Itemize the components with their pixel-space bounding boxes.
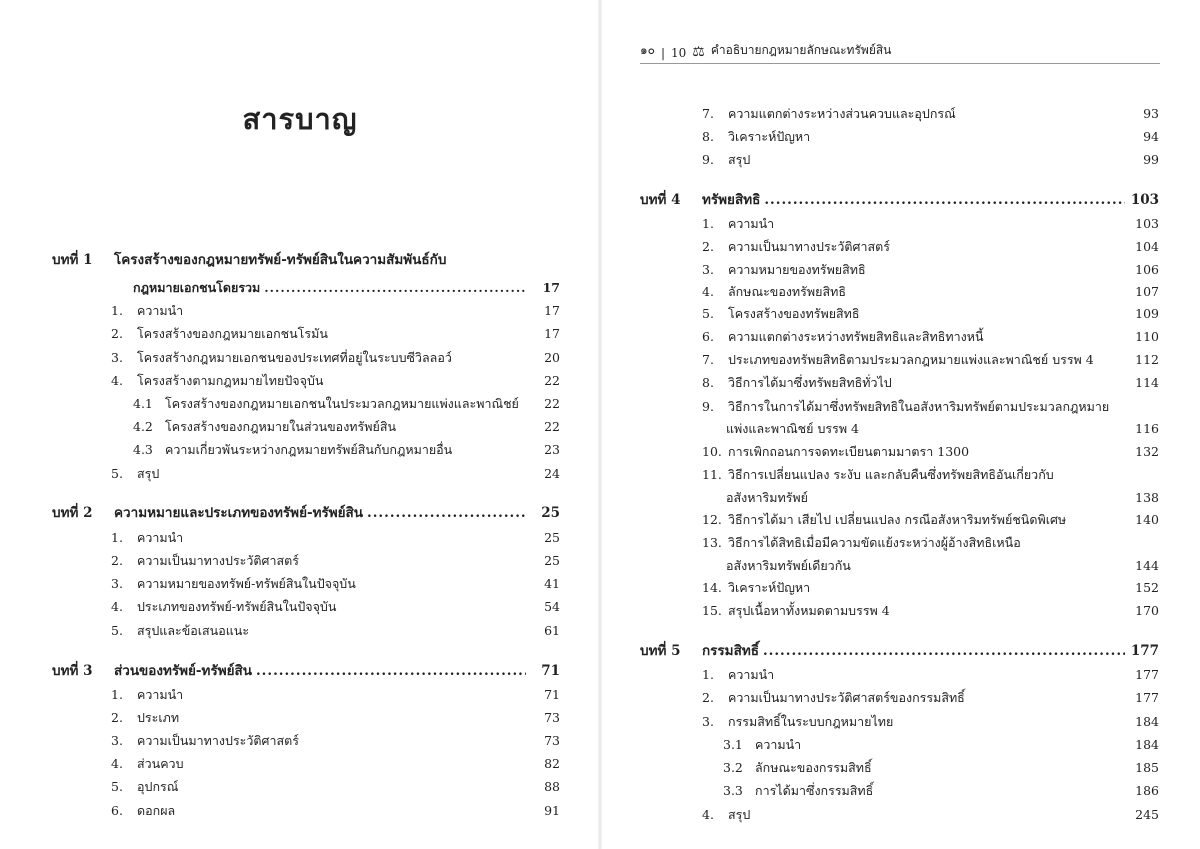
toc-section-row[interactable] <box>702 102 1159 125</box>
entry-title: ประเภทของทรัพย์-ทรัพย์สินในปัจจุบัน <box>137 599 337 614</box>
page-number: 107 <box>1135 284 1159 299</box>
toc-section-row[interactable] <box>111 299 560 322</box>
entry-title: ความนำ <box>728 216 775 231</box>
entry-title: อสังหาริมทรัพย์ <box>726 490 808 505</box>
section-number: 4. <box>702 807 714 822</box>
chapter-label: บทที่ 5 <box>640 643 681 659</box>
page-number: 94 <box>1143 129 1159 144</box>
page-number: 25 <box>544 553 560 568</box>
chapter-label: บทที่ 4 <box>640 192 681 208</box>
section-number: 11. <box>702 467 722 482</box>
section-number: 7. <box>702 352 714 367</box>
toc-section-row[interactable] <box>702 440 1159 463</box>
entry-title: กฎหมายเอกชนโดยรวม <box>133 280 261 295</box>
toc-section-row[interactable] <box>702 235 1159 258</box>
entry-title: อุปกรณ์ <box>137 779 179 794</box>
page-number: 17 <box>542 280 560 295</box>
page-number: 177 <box>1130 643 1159 659</box>
page-number: 112 <box>1135 352 1159 367</box>
page-number: 152 <box>1135 580 1159 595</box>
page-number: 71 <box>541 663 560 679</box>
toc-section-row[interactable] <box>111 549 560 572</box>
toc-section-row[interactable] <box>111 595 560 618</box>
toc-section-row[interactable] <box>702 663 1159 686</box>
section-number: 7. <box>702 106 714 121</box>
page-number: 22 <box>544 419 560 434</box>
dot-leader <box>264 276 526 299</box>
toc-section-row[interactable] <box>702 508 1159 531</box>
entry-title: ความแตกต่างระหว่างส่วนควบและอุปกรณ์ <box>728 106 956 121</box>
page-number: 61 <box>544 623 560 638</box>
section-number: 2. <box>702 239 714 254</box>
entry-title: ความเป็นมาทางประวัติศาสตร์ <box>137 553 299 568</box>
toc-section-row[interactable] <box>702 686 1159 709</box>
page-number: 103 <box>1130 192 1159 208</box>
entry-title: ความเกี่ยวพันระหว่างกฎหมายทรัพย์สินกับกฎหมายอื่น <box>165 442 453 457</box>
entry-title: สรุป <box>137 466 160 481</box>
toc-continuation-row[interactable] <box>133 276 560 299</box>
section-number: 1. <box>111 687 123 702</box>
entry-title: วิธีการได้มา เสียไป เปลี่ยนแปลง กรณีอสังหาริมทรัพย์ชนิดพิเศษ <box>728 512 1067 527</box>
entry-title: วิธีการในการได้มาซึ่งทรัพยสิทธิในอสังหาริมทรัพย์ตามประมวลกฎหมาย <box>728 399 1110 414</box>
section-number: 9. <box>702 152 714 167</box>
toc-chapter-row[interactable] <box>640 189 1159 212</box>
section-number: 2. <box>111 553 123 568</box>
section-number: 8. <box>702 375 714 390</box>
entry-title: ความนำ <box>755 737 802 752</box>
toc-subsection-row[interactable] <box>723 733 1159 756</box>
page-number: 93 <box>1143 106 1159 121</box>
page-number: 144 <box>1135 558 1159 573</box>
page-number: 17 <box>544 303 560 318</box>
entry-title: การเพิกถอนการจดทะเบียนตามมาตรา 1300 <box>728 444 970 459</box>
toc-section-row[interactable] <box>702 148 1159 171</box>
page-number: 245 <box>1135 807 1159 822</box>
toc-section-row[interactable] <box>111 322 560 345</box>
page-number: 132 <box>1135 444 1159 459</box>
toc-section-row[interactable] <box>111 775 560 798</box>
toc-section-row[interactable] <box>702 258 1159 281</box>
running-header <box>640 38 1160 64</box>
page-number: 177 <box>1135 690 1159 705</box>
chapter-label: บทที่ 2 <box>52 505 93 521</box>
page-number: 88 <box>544 779 560 794</box>
toc-section-row[interactable] <box>111 619 560 642</box>
entry-title: สรุป <box>728 152 751 167</box>
chapter-label: บทที่ 3 <box>52 663 93 679</box>
toc-subsection-row[interactable] <box>133 438 560 461</box>
section-number: 3. <box>702 714 714 729</box>
page-number: 140 <box>1135 512 1159 527</box>
page-number: 25 <box>544 530 560 545</box>
right-page <box>600 0 1200 849</box>
toc-subsection-row[interactable] <box>133 392 560 415</box>
page-number: 54 <box>544 599 560 614</box>
section-number: 3.1 <box>723 737 743 752</box>
entry-title: สรุปเนื้อหาทั้งหมดตามบรรพ 4 <box>728 603 890 618</box>
dot-leader <box>256 660 526 683</box>
section-number: 10. <box>702 444 722 459</box>
entry-title: ส่วนของทรัพย์-ทรัพย์สิน <box>114 663 252 679</box>
page-number: 186 <box>1135 783 1159 798</box>
entry-title: วิธีการได้สิทธิเมื่อมีความขัดแย้งระหว่างผู้อ้างสิทธิเหนือ <box>728 535 1021 550</box>
toc-continuation-row[interactable] <box>726 486 1159 509</box>
toc-section-row[interactable] <box>111 462 560 485</box>
page-number: 99 <box>1143 152 1159 167</box>
entry-title: ความเป็นมาทางประวัติศาสตร์ <box>137 733 299 748</box>
page-number: 91 <box>544 803 560 818</box>
entry-title: ประเภทของทรัพยสิทธิตามประมวลกฎหมายแพ่งและพาณิชย์ บรรพ 4 <box>728 352 1094 367</box>
entry-title: สรุปและข้อเสนอแนะ <box>137 623 250 638</box>
entry-title: ความนำ <box>137 530 184 545</box>
toc-section-row[interactable] <box>111 683 560 706</box>
section-number: 6. <box>702 329 714 344</box>
section-number: 4. <box>111 599 123 614</box>
toc-section-row[interactable] <box>702 710 1159 733</box>
toc-section-row[interactable] <box>702 125 1159 148</box>
section-number: 4. <box>702 284 714 299</box>
entry-title: ความนำ <box>137 687 184 702</box>
entry-title: ความหมายของทรัพยสิทธิ <box>728 262 866 277</box>
page-number: 184 <box>1135 714 1159 729</box>
section-number: 2. <box>111 710 123 725</box>
entry-title: วิธีการได้มาซึ่งทรัพยสิทธิทั่วไป <box>728 375 892 390</box>
toc-section-row[interactable] <box>111 752 560 775</box>
toc-continuation-row[interactable] <box>726 554 1159 577</box>
toc-section-row[interactable] <box>702 463 1159 486</box>
page-number: 23 <box>544 442 560 457</box>
entry-title: โครงสร้างของกฎหมายเอกชนโรมัน <box>137 326 328 341</box>
section-number: 12. <box>702 512 722 527</box>
toc-section-row[interactable] <box>111 572 560 595</box>
page-number: 25 <box>541 505 560 521</box>
entry-title: แพ่งและพาณิชย์ บรรพ 4 <box>726 421 859 436</box>
page-number: 185 <box>1135 760 1159 775</box>
dot-leader <box>367 502 526 525</box>
entry-title: ลักษณะของกรรมสิทธิ์ <box>755 760 872 775</box>
page-number: 110 <box>1135 329 1159 344</box>
entry-title: ความเป็นมาทางประวัติศาสตร์ของกรรมสิทธิ์ <box>728 690 965 705</box>
section-number: 13. <box>702 535 722 550</box>
page-number: 82 <box>544 756 560 771</box>
page-number: 116 <box>1135 421 1159 436</box>
entry-title: อสังหาริมทรัพย์เดียวกัน <box>726 558 851 573</box>
toc-section-row[interactable] <box>702 599 1159 622</box>
entry-title: ความนำ <box>137 303 184 318</box>
section-number: 8. <box>702 129 714 144</box>
page-number: 104 <box>1135 239 1159 254</box>
section-number: 4.1 <box>133 396 153 411</box>
entry-title: กรรมสิทธิ์ในระบบกฎหมายไทย <box>728 714 894 729</box>
section-number: 15. <box>702 603 722 618</box>
entry-title: วิเคราะห์ปัญหา <box>728 129 811 144</box>
entry-title: ดอกผล <box>137 803 176 818</box>
entry-title: การได้มาซึ่งกรรมสิทธิ์ <box>755 783 874 798</box>
header-page-arabic: 10 <box>671 46 687 60</box>
entry-title: กรรมสิทธิ์ <box>702 643 759 659</box>
page-number: 73 <box>544 733 560 748</box>
toc-section-row[interactable] <box>702 371 1159 394</box>
entry-title: ประเภท <box>137 710 180 725</box>
page-number: 184 <box>1135 737 1159 752</box>
toc-chapter-row[interactable] <box>52 660 560 683</box>
section-number: 3.3 <box>723 783 743 798</box>
section-number: 3.2 <box>723 760 743 775</box>
section-number: 4. <box>111 756 123 771</box>
scales-icon: ⚖ <box>692 44 705 60</box>
section-number: 14. <box>702 580 722 595</box>
page-number: 22 <box>544 373 560 388</box>
toc-section-row[interactable] <box>111 526 560 549</box>
page-number: 170 <box>1135 603 1159 618</box>
toc-section-row[interactable] <box>111 706 560 729</box>
page-number: 138 <box>1135 490 1159 505</box>
toc-section-row[interactable] <box>702 302 1159 325</box>
page-number: 177 <box>1135 667 1159 682</box>
section-number: 1. <box>702 667 714 682</box>
entry-title: ความหมายของทรัพย์-ทรัพย์สินในปัจจุบัน <box>137 576 356 591</box>
entry-title: วิธีการเปลี่ยนแปลง ระงับ และกลับคืนซึ่งทรัพยสิทธิอันเกี่ยวกับ <box>728 467 1054 482</box>
entry-title: โครงสร้างของกฎหมายทรัพย์-ทรัพย์สินในความสัมพันธ์กับ <box>114 252 447 268</box>
toc-section-row[interactable] <box>111 729 560 752</box>
toc-section-row[interactable] <box>702 212 1159 235</box>
toc-section-row[interactable] <box>702 531 1159 554</box>
page-number: 71 <box>544 687 560 702</box>
page-number: 22 <box>544 396 560 411</box>
section-number: 3. <box>111 733 123 748</box>
section-number: 4.3 <box>133 442 153 457</box>
toc-chapter-row[interactable] <box>52 249 560 272</box>
section-number: 3. <box>702 262 714 277</box>
entry-title: โครงสร้างตามกฎหมายไทยปัจจุบัน <box>137 373 324 388</box>
dot-leader <box>764 189 1125 212</box>
entry-title: วิเคราะห์ปัญหา <box>728 580 811 595</box>
header-book-title: คำอธิบายกฎหมายลักษณะทรัพย์สิน <box>710 43 892 57</box>
toc-subsection-row[interactable] <box>723 756 1159 779</box>
page-number: 41 <box>544 576 560 591</box>
section-number: 2. <box>111 326 123 341</box>
entry-title: ความหมายและประเภทของทรัพย์-ทรัพย์สิน <box>114 505 364 521</box>
entry-title: ความแตกต่างระหว่างทรัพยสิทธิและสิทธิทางหนี้ <box>728 329 984 344</box>
section-number: 3. <box>111 350 123 365</box>
entry-title: ความนำ <box>728 667 775 682</box>
page-number: 20 <box>544 350 560 365</box>
section-number: 3. <box>111 576 123 591</box>
chapter-label: บทที่ 1 <box>52 252 93 268</box>
toc-section-row[interactable] <box>702 280 1159 303</box>
section-number: 9. <box>702 399 714 414</box>
page-number: 103 <box>1135 216 1159 231</box>
section-number: 1. <box>702 216 714 231</box>
toc-section-row[interactable] <box>702 803 1159 826</box>
page-number: 17 <box>544 326 560 341</box>
section-number: 6. <box>111 803 123 818</box>
toc-chapter-row[interactable] <box>640 640 1159 663</box>
page-number: 114 <box>1135 375 1159 390</box>
toc-title: สารบาญ <box>242 102 358 136</box>
entry-title: สรุป <box>728 807 751 822</box>
page-number: 109 <box>1135 306 1159 321</box>
section-number: 5. <box>111 779 123 794</box>
section-number: 2. <box>702 690 714 705</box>
entry-title: ลักษณะของทรัพยสิทธิ <box>728 284 846 299</box>
page-number: 106 <box>1135 262 1159 277</box>
entry-title: ส่วนควบ <box>137 756 184 771</box>
section-number: 5. <box>111 623 123 638</box>
header-page-thai: ๑๐ <box>640 43 655 57</box>
toc-section-row[interactable] <box>702 348 1159 371</box>
entry-title: โครงสร้างกฎหมายเอกชนของประเทศที่อยู่ในระบบซีวิลลอว์ <box>137 350 452 365</box>
toc-section-row[interactable] <box>111 369 560 392</box>
entry-title: โครงสร้างของทรัพยสิทธิ <box>728 306 860 321</box>
entry-title: โครงสร้างของกฎหมายเอกชนในประมวลกฎหมายแพ่งและพาณิชย์ <box>165 396 519 411</box>
section-number: 4. <box>111 373 123 388</box>
toc-section-row[interactable] <box>702 325 1159 348</box>
entry-title: โครงสร้างของกฎหมายในส่วนของทรัพย์สิน <box>165 419 396 434</box>
section-number: 5. <box>702 306 714 321</box>
toc-subsection-row[interactable] <box>723 779 1159 802</box>
entry-title: ความเป็นมาทางประวัติศาสตร์ <box>728 239 890 254</box>
toc-section-row[interactable] <box>702 395 1159 418</box>
toc-subsection-row[interactable] <box>133 415 560 438</box>
toc-continuation-row[interactable] <box>726 417 1159 440</box>
toc-section-row[interactable] <box>111 799 560 822</box>
header-separator: | <box>660 46 665 60</box>
dot-leader <box>763 640 1125 663</box>
toc-section-row[interactable] <box>111 346 560 369</box>
page-number: 24 <box>544 466 560 481</box>
page-number: 73 <box>544 710 560 725</box>
entry-title: ทรัพยสิทธิ <box>702 192 761 208</box>
section-number: 1. <box>111 303 123 318</box>
section-number: 5. <box>111 466 123 481</box>
section-number: 4.2 <box>133 419 153 434</box>
section-number: 1. <box>111 530 123 545</box>
toc-section-row[interactable] <box>702 576 1159 599</box>
toc-chapter-row[interactable] <box>52 502 560 525</box>
